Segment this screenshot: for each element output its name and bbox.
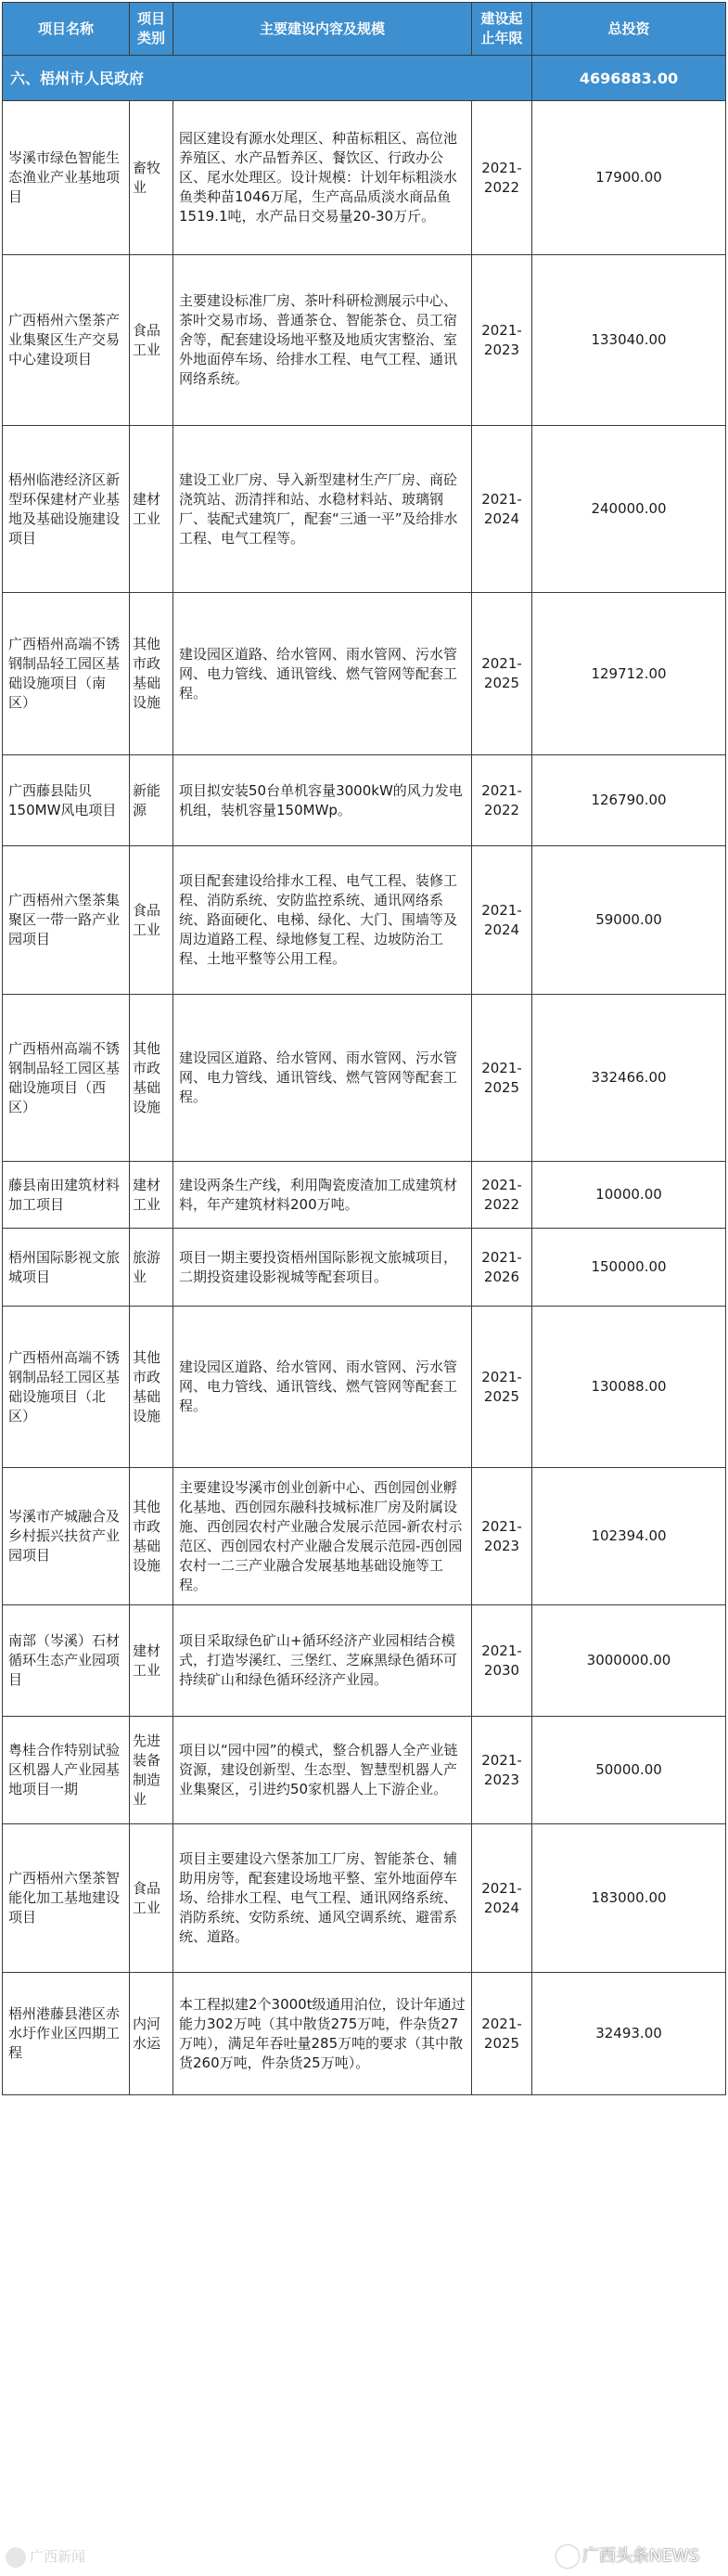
project-period: 2021-2023 (472, 1717, 532, 1824)
table-row (3, 1824, 726, 1973)
project-industry: 旅游业 (130, 1229, 173, 1307)
project-period: 2021-2025 (472, 1973, 532, 2095)
project-investment: 50000.00 (532, 1717, 726, 1824)
header-industry: 项目类别 (130, 3, 173, 56)
project-industry: 其他市政基础设施 (130, 1307, 173, 1468)
project-content: 建设园区道路、给水管网、雨水管网、污水管网、电力管线、通讯管线、燃气管网等配套工程。 (173, 1307, 472, 1468)
project-name: 梧州临港经济区新型环保建材产业基地及基础设施建设项目 (3, 426, 130, 593)
project-period: 2021-2022 (472, 1162, 532, 1229)
watermark-left-text: 广西新闻 (30, 2548, 86, 2565)
section-title: 六、梧州市人民政府 (3, 56, 532, 101)
project-investment: 102394.00 (532, 1468, 726, 1605)
project-name: 广西梧州六堡茶产业集聚区生产交易中心建设项目 (3, 255, 130, 426)
project-investment: 240000.00 (532, 426, 726, 593)
project-name: 藤县南田建筑材料加工项目 (3, 1162, 130, 1229)
project-industry: 建材工业 (130, 1605, 173, 1717)
project-investment: 150000.00 (532, 1229, 726, 1307)
project-investment: 332466.00 (532, 995, 726, 1162)
header-period: 建设起止年限 (472, 3, 532, 56)
project-period: 2021-2024 (472, 426, 532, 593)
project-investment: 17900.00 (532, 101, 726, 255)
project-period: 2021-2022 (472, 755, 532, 846)
project-industry: 内河水运 (130, 1973, 173, 2095)
project-name: 广西梧州高端不锈钢制品轻工园区基础设施项目（北区） (3, 1307, 130, 1468)
project-period: 2021-2023 (472, 255, 532, 426)
project-name: 南部（岑溪）石材循环生态产业园项目 (3, 1605, 130, 1717)
table-row (3, 1973, 726, 2095)
project-industry: 畜牧业 (130, 101, 173, 255)
project-content: 项目一期主要投资梧州国际影视文旅城项目，二期投资建设影视城等配套项目。 (173, 1229, 472, 1307)
project-content: 项目主要建设六堡茶加工厂房、智能茶仓、辅助用房等，配套建设场地平整、室外地面停车场、给排水工程、电气工程、通讯网络系统、消防系统、安防系统、通风空调系统、避雷系统、道路。 (173, 1824, 472, 1973)
project-investment: 10000.00 (532, 1162, 726, 1229)
project-content: 主要建设标准厂房、茶叶科研检测展示中心、茶叶交易市场、普通茶仓、智能茶仓、员工宿舍等，配套建设场地平整及地质灾害整治、室外地面停车场、给排水工程、电气工程、通讯网络系统。 (173, 255, 472, 426)
table-row (3, 846, 726, 995)
project-content: 建设园区道路、给水管网、雨水管网、污水管网、电力管线、通讯管线、燃气管网等配套工程。 (173, 995, 472, 1162)
watermark-left (6, 2546, 85, 2568)
project-period: 2021-2022 (472, 101, 532, 255)
section-row (3, 56, 726, 101)
project-content: 园区建设有源水处理区、种苗标粗区、高位池养殖区、水产品暂养区、餐饮区、行政办公区、尾水处理区。设计规模：计划年标粗淡水鱼类种苗1046万尾，生产高品质淡水商品鱼1519.1吨，水产品日交易量20-30万斤。 (173, 101, 472, 255)
table-row (3, 1162, 726, 1229)
watermark-right-text: 广西头条NEWS (582, 2546, 700, 2566)
project-name: 广西梧州高端不锈钢制品轻工园区基础设施项目（西区） (3, 995, 130, 1162)
header-content: 主要建设内容及规模 (173, 3, 472, 56)
project-name: 梧州港藤县港区赤水圩作业区四期工程 (3, 1973, 130, 2095)
project-name: 岑溪市绿色智能生态渔业产业基地项目 (3, 101, 130, 255)
section-total: 4696883.00 (532, 56, 726, 101)
project-period: 2021-2026 (472, 1229, 532, 1307)
header-row (3, 3, 726, 56)
project-content: 主要建设岑溪市创业创新中心、西创园创业孵化基地、西创园东融科技城标准厂房及附属设施、西创园农村产业融合发展示范园-新农村示范区、西创园农村产业融合发展示范园-西创园农村一二三产业融合发展基地基础设施等工程。 (173, 1468, 472, 1605)
project-industry: 食品工业 (130, 846, 173, 995)
project-period: 2021-2024 (472, 846, 532, 995)
project-content: 项目以“园中园”的模式，整合机器人全产业链资源，建设创新型、生态型、智慧型机器人产业集聚区，引进约50家机器人上下游企业。 (173, 1717, 472, 1824)
project-name: 广西藤县陆贝150MW风电项目 (3, 755, 130, 846)
project-investment: 129712.00 (532, 593, 726, 755)
project-industry: 其他市政基础设施 (130, 593, 173, 755)
header-investment: 总投资 (532, 3, 726, 56)
table-row (3, 1605, 726, 1717)
table-row (3, 593, 726, 755)
table-row (3, 1307, 726, 1468)
project-investment: 32493.00 (532, 1973, 726, 2095)
project-content: 建设园区道路、给水管网、雨水管网、污水管网、电力管线、通讯管线、燃气管网等配套工程。 (173, 593, 472, 755)
project-industry: 食品工业 (130, 255, 173, 426)
project-name: 粤桂合作特别试验区机器人产业园基地项目一期 (3, 1717, 130, 1824)
project-period: 2021-2030 (472, 1605, 532, 1717)
watermark-right (556, 2543, 699, 2568)
project-content: 本工程拟建2个3000t级通用泊位，设计年通过能力302万吨（其中散货275万吨，件杂货27万吨），满足年吞吐量285万吨的要求（其中散货260万吨，件杂货25万吨）。 (173, 1973, 472, 2095)
project-investment: 130088.00 (532, 1307, 726, 1468)
table-row (3, 1468, 726, 1605)
project-content: 建设两条生产线，利用陶瓷废渣加工成建筑材料，年产建筑材料200万吨。 (173, 1162, 472, 1229)
project-investment: 126790.00 (532, 755, 726, 846)
project-investment: 3000000.00 (532, 1605, 726, 1717)
table-row (3, 995, 726, 1162)
project-name: 广西梧州六堡茶智能化加工基地建设项目 (3, 1824, 130, 1973)
project-period: 2021-2025 (472, 593, 532, 755)
table-row (3, 1717, 726, 1824)
project-industry: 其他市政基础设施 (130, 995, 173, 1162)
project-content: 建设工业厂房、导入新型建材生产厂房、商砼浇筑站、沥清拌和站、水稳材料站、玻璃钢厂、装配式建筑厂，配套“三通一平”及给排水工程、电气工程等。 (173, 426, 472, 593)
table-row (3, 255, 726, 426)
project-content: 项目拟安装50台单机容量3000kW的风力发电机组，装机容量150MWp。 (173, 755, 472, 846)
project-period: 2021-2024 (472, 1824, 532, 1973)
table-row (3, 755, 726, 846)
news-logo-icon (6, 2547, 26, 2568)
project-investment: 183000.00 (532, 1824, 726, 1973)
project-name: 梧州国际影视文旅城项目 (3, 1229, 130, 1307)
project-industry: 新能源 (130, 755, 173, 846)
project-investment: 133040.00 (532, 255, 726, 426)
project-table (2, 2, 726, 2095)
project-industry: 食品工业 (130, 1824, 173, 1973)
project-investment: 59000.00 (532, 846, 726, 995)
project-industry: 先进装备制造业 (130, 1717, 173, 1824)
project-name: 岑溪市产城融合及乡村振兴扶贫产业园项目 (3, 1468, 130, 1605)
table-row (3, 1229, 726, 1307)
table-row (3, 426, 726, 593)
project-industry: 其他市政基础设施 (130, 1468, 173, 1605)
project-period: 2021-2023 (472, 1468, 532, 1605)
project-period: 2021-2025 (472, 995, 532, 1162)
project-content: 项目采取绿色矿山+循环经济产业园相结合模式，打造岑溪红、三堡红、芝麻黑绿色循环可持续矿山和绿色循环经济产业园。 (173, 1605, 472, 1717)
project-period: 2021-2025 (472, 1307, 532, 1468)
header-name: 项目名称 (3, 3, 130, 56)
project-content: 项目配套建设给排水工程、电气工程、装修工程、消防系统、安防监控系统、通讯网络系统、路面硬化、电梯、绿化、大门、围墙等及周边道路工程、绿地修复工程、边坡防治工程、土地平整等公用工程。 (173, 846, 472, 995)
table-row (3, 101, 726, 255)
project-name: 广西梧州高端不锈钢制品轻工园区基础设施项目（南区） (3, 593, 130, 755)
project-industry: 建材工业 (130, 426, 173, 593)
project-name: 广西梧州六堡茶集聚区一带一路产业园项目 (3, 846, 130, 995)
project-industry: 建材工业 (130, 1162, 173, 1229)
headline-logo-icon (556, 2545, 579, 2568)
